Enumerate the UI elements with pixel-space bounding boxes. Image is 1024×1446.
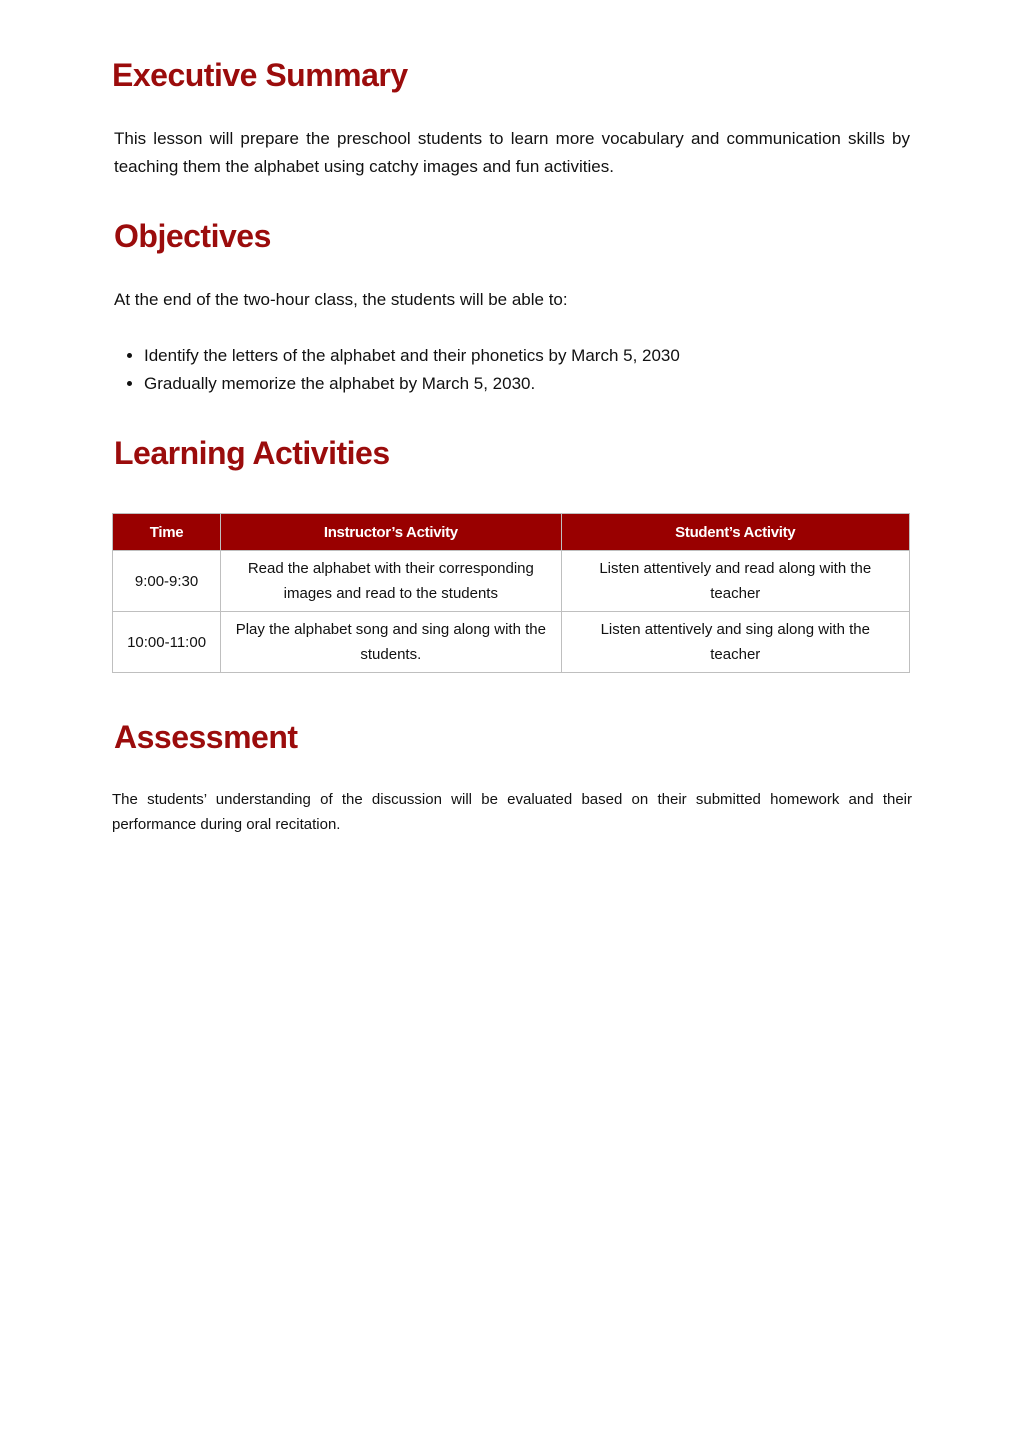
learning-activities-table: [112, 513, 910, 673]
executive-summary-text: This lesson will prepare the preschool students to learn more vocabulary and communication skills by teaching them the alphabet using catchy images and fun activities.: [114, 129, 910, 176]
table-row: [113, 551, 910, 612]
objective-item: • Identify the letters of the alphabet and their phonetics by March 5, 2030: [144, 342, 940, 370]
executive-summary-heading: Executive Summary: [112, 57, 408, 93]
learning-activities-heading: Learning Activities: [114, 435, 390, 471]
column-header-time: Time: [113, 514, 221, 551]
cell-student-activity: Listen attentively and sing along with the teacher: [561, 612, 909, 673]
assessment-heading: Assessment: [114, 719, 298, 755]
cell-time: 10:00-11:00: [113, 612, 221, 673]
objective-item: • Gradually memorize the alphabet by March 5, 2030.: [144, 370, 940, 398]
column-header-student-activity: Student’s Activity: [561, 514, 909, 551]
cell-time: 9:00-9:30: [113, 551, 221, 612]
cell-instructor-activity: Read the alphabet with their corresponding images and read to the students: [221, 551, 561, 612]
objectives-intro: At the end of the two-hour class, the students will be able to:: [114, 290, 568, 309]
table-row: [113, 612, 910, 673]
objectives-heading: Objectives: [114, 218, 271, 254]
objectives-list: [114, 342, 940, 398]
cell-instructor-activity: Play the alphabet song and sing along with the students.: [221, 612, 561, 673]
assessment-text: The students’ understanding of the discussion will be evaluated based on their submitted homework and their performance during oral recitation.: [112, 791, 912, 833]
column-header-instructor-activity: Instructor’s Activity: [221, 514, 561, 551]
cell-student-activity: Listen attentively and read along with the teacher: [561, 551, 909, 612]
table-header-row: [113, 514, 910, 551]
